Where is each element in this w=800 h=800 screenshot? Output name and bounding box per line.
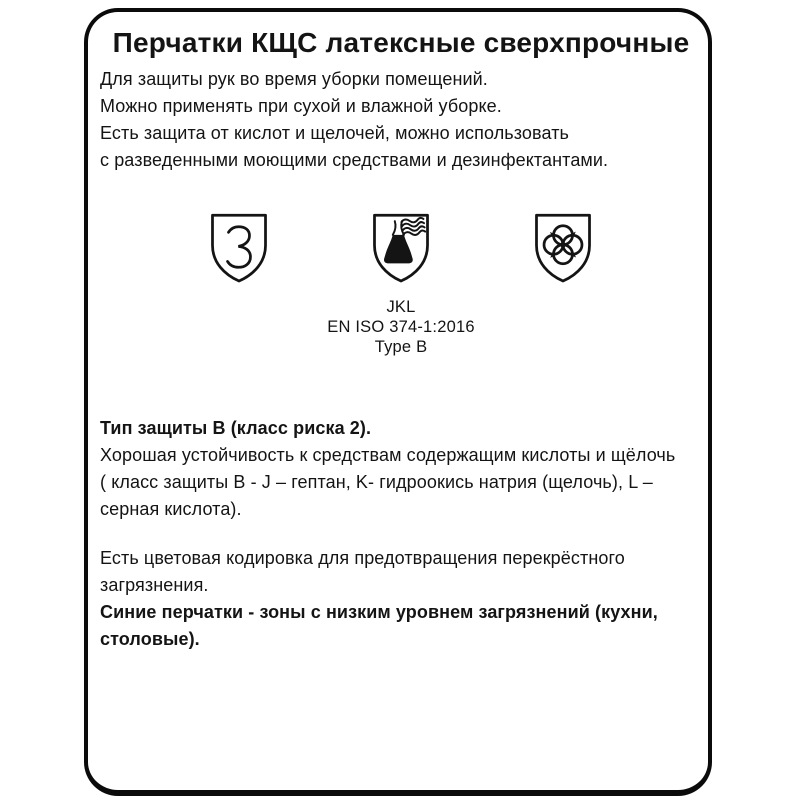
protection-type-body: Хорошая устойчивость к средствам содержащим кислоты и щёлочь ( класс защиты B - J – гептан, K- гидроокись натрия (щелочь), L – серная кислота).	[100, 445, 676, 519]
microorganism-shield-icon	[530, 212, 596, 284]
color-coding-text: Есть цветовая кодировка для предотвращения перекрёстного загрязнения.	[100, 548, 625, 595]
certification-standard: EN ISO 374-1:2016	[327, 318, 475, 336]
protection-type-heading: Тип защиты B (класс риска 2).	[100, 418, 372, 438]
protection-level-shield-icon	[206, 212, 272, 284]
certification-icons-row	[100, 212, 702, 284]
chemical-hazard-flask-shield-icon	[368, 212, 434, 284]
color-coding-highlight: Синие перчатки - зоны с низким уровнем загрязнений (кухни, столовые).	[100, 602, 658, 649]
certification-caption	[100, 297, 702, 357]
certification-code: JKL	[386, 298, 416, 316]
product-info-card	[84, 8, 712, 796]
certification-type: Type B	[374, 338, 428, 356]
page-title: Перчатки КЩС латексные сверхпрочные	[112, 27, 690, 58]
intro-text: Для защиты рук во время уборки помещений. Можно применять при сухой и влажной уборке. Есть защита от кислот и щелочей, можно использовать с разведенными моющими средствами и дезинфектантами.	[100, 69, 609, 170]
